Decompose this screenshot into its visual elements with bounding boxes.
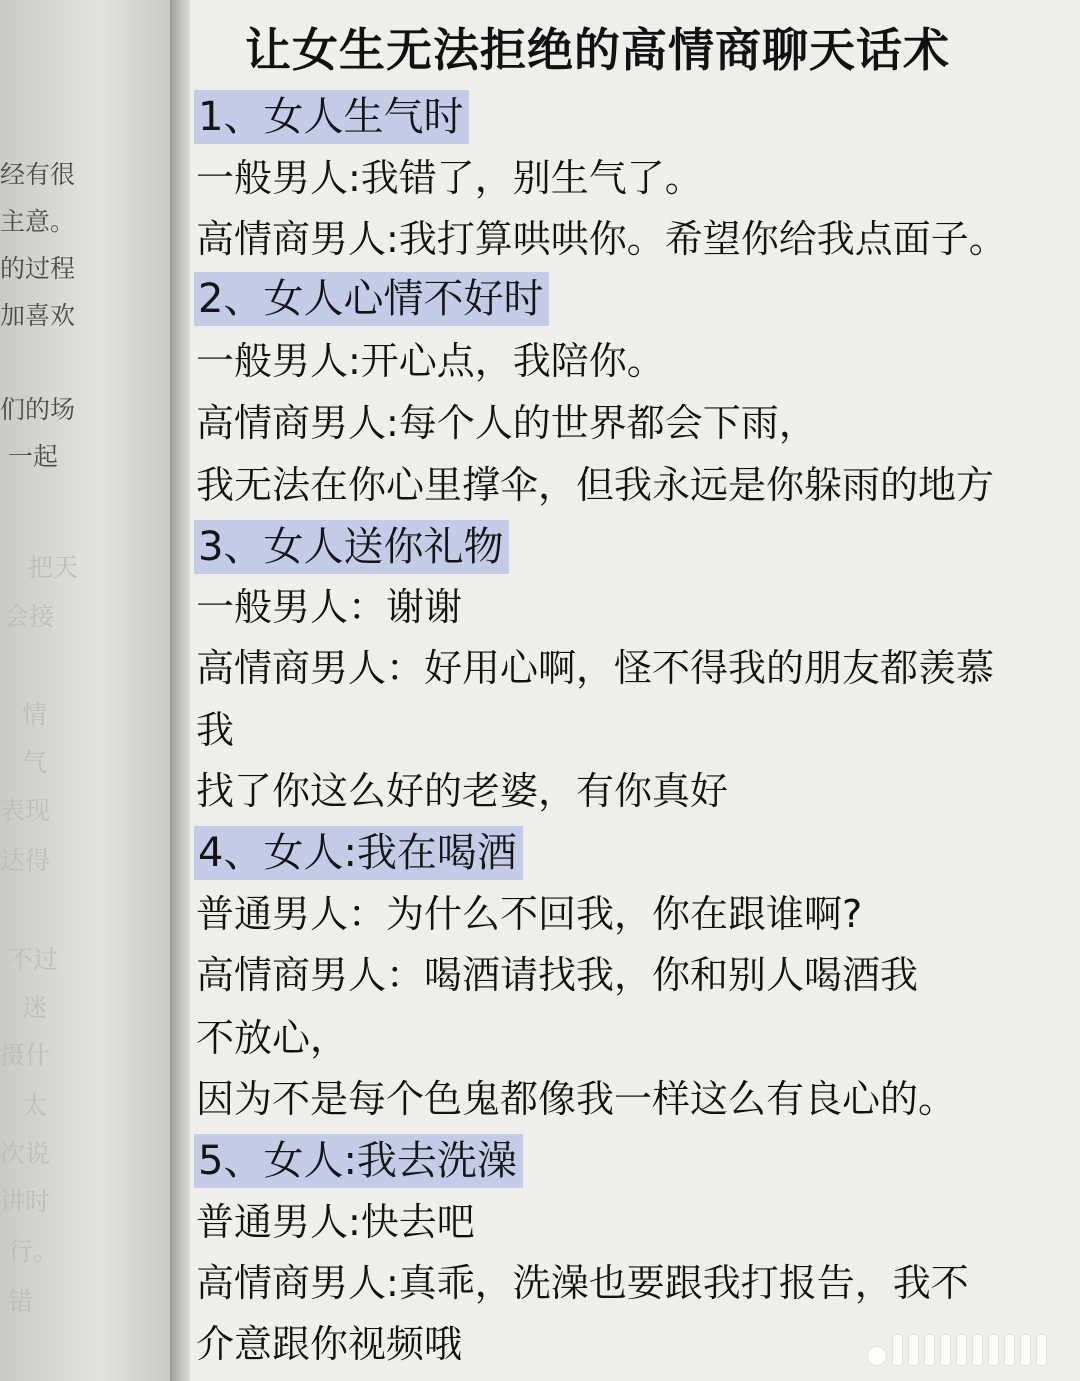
left-page-faint-text: 把天 xyxy=(28,553,79,582)
left-page-faint-text: 迷 xyxy=(22,993,48,1022)
body-line: 高情商男人:真乖，洗澡也要跟我打报告，我不 xyxy=(196,1261,969,1305)
body-line: 普通男人:快去吧 xyxy=(196,1200,475,1244)
body-line: 高情商男人：好用心啊，怪不得我的朋友都羡慕 xyxy=(196,646,995,690)
left-page-text: 经有很 xyxy=(0,160,76,189)
body-line: 高情商男人：喝酒请找我，你和别人喝酒我 xyxy=(196,953,919,997)
left-book-page xyxy=(0,0,178,1381)
left-page-text: 的过程 xyxy=(0,254,76,283)
left-page-faint-text: 错 xyxy=(8,1287,34,1316)
body-line: 我 xyxy=(196,708,235,752)
left-page-text: 主意。 xyxy=(0,207,76,236)
left-page-faint-text: 会接 xyxy=(4,602,55,631)
section-heading: 1、女人生气时 xyxy=(194,90,469,144)
body-line: 一般男人:开心点，我陪你。 xyxy=(196,339,665,383)
section-heading: 3、女人送你礼物 xyxy=(194,520,509,574)
section-heading: 5、女人:我去洗澡 xyxy=(194,1134,523,1188)
body-line: 找了你这么好的老婆，有你真好 xyxy=(196,769,729,813)
body-line: 高情商男人:我打算哄哄你。希望你给我点面子。 xyxy=(196,217,1007,261)
body-line: 一般男人：谢谢 xyxy=(196,585,463,629)
body-line: 高情商男人:每个人的世界都会下雨， xyxy=(196,401,817,445)
left-page-faint-text: 讲时 xyxy=(0,1187,51,1216)
left-page-text: 一起 xyxy=(8,442,59,471)
left-page-text: 加喜欢 xyxy=(0,301,76,330)
page-title: 让女生无法拒绝的高情商聊天话术 xyxy=(245,23,950,77)
body-line: 一般男人:我错了，别生气了。 xyxy=(196,156,703,200)
watermark-logo xyxy=(868,1335,1046,1365)
section-heading: 4、女人:我在喝酒 xyxy=(194,826,523,880)
left-page-faint-text: 摄什 xyxy=(0,1041,51,1070)
left-page-faint-text: 太 xyxy=(22,1091,48,1120)
body-line: 介意跟你视频哦 xyxy=(196,1322,463,1366)
body-line: 因为不是每个色鬼都像我一样这么有良心的。 xyxy=(196,1077,957,1121)
left-page-faint-text: 表现 xyxy=(0,796,51,825)
body-line: 不放心， xyxy=(196,1016,349,1060)
section-heading: 2、女人心情不好时 xyxy=(194,272,549,326)
left-page-faint-text: 情 xyxy=(22,700,48,729)
body-line: 我无法在你心里撑伞，但我永远是你躲雨的地方 xyxy=(196,463,995,507)
left-page-faint-text: 不过 xyxy=(8,945,59,974)
left-page-text: 们的场 xyxy=(0,395,76,424)
left-page-faint-text: 气 xyxy=(22,748,48,777)
body-line: 普通男人：为什么不回我，你在跟谁啊? xyxy=(196,892,863,936)
left-page-faint-text: 行。 xyxy=(8,1237,59,1266)
left-page-faint-text: 达得 xyxy=(0,846,51,875)
left-page-faint-text: 次说 xyxy=(0,1139,51,1168)
